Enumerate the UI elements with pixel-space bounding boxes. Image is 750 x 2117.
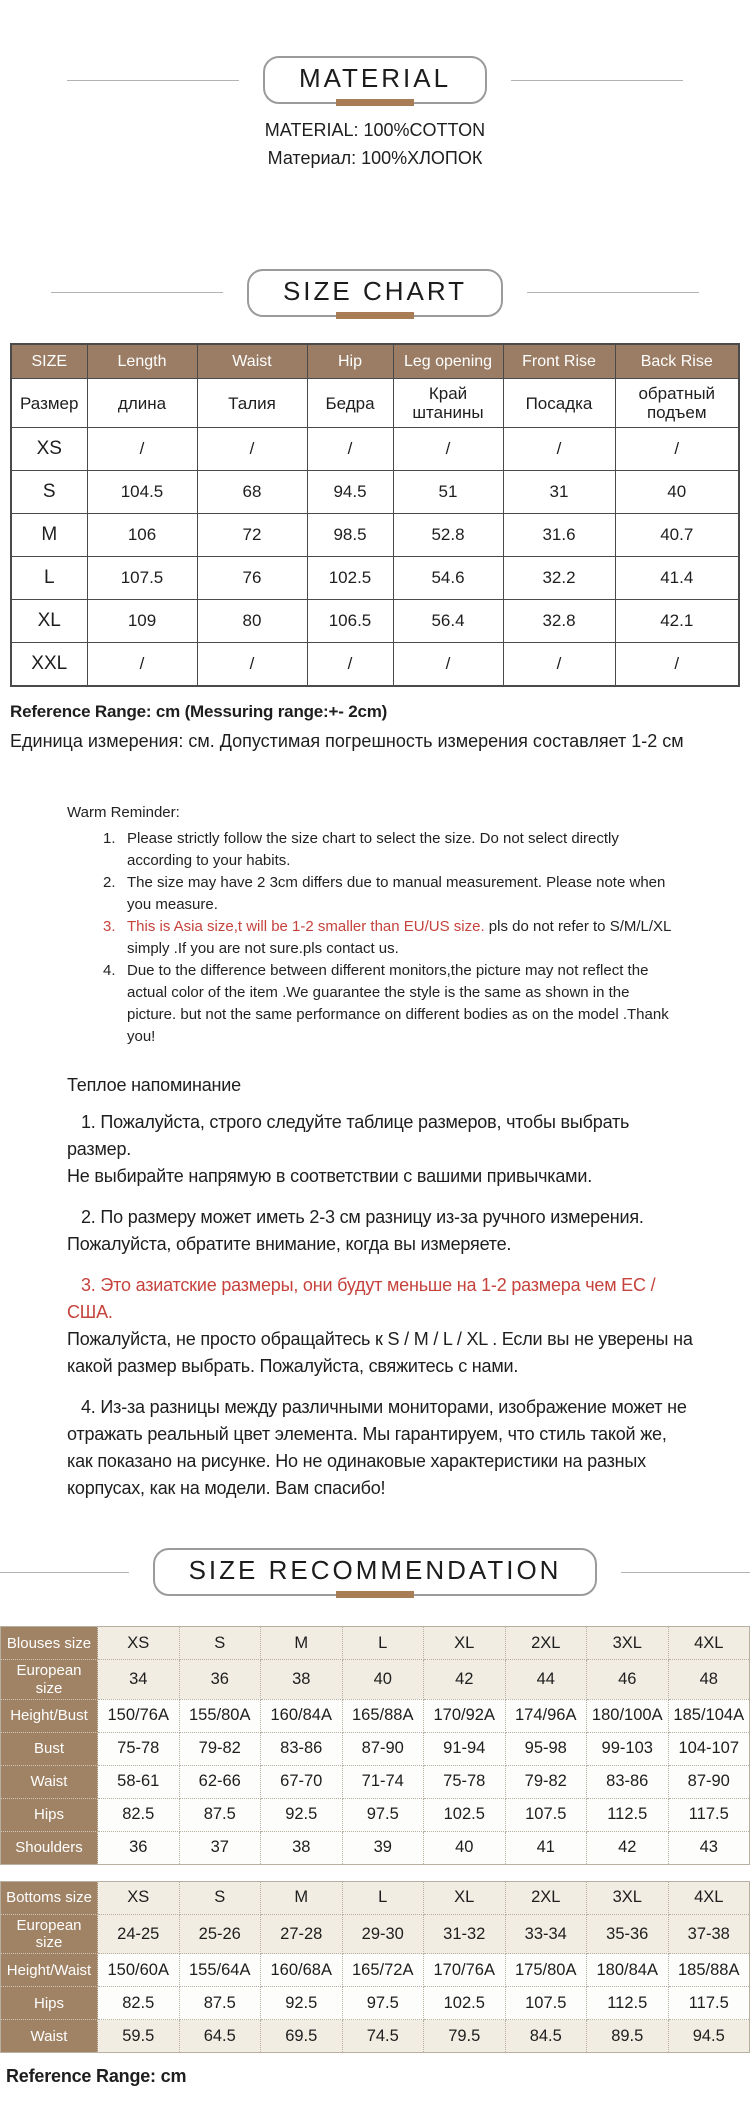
table-cell: Back Rise: [615, 344, 739, 379]
size-chart-footnote-en: Reference Range: cm (Messuring range:+- 2cm): [10, 701, 388, 721]
table-cell: обратный подъем: [615, 379, 739, 428]
warm-reminder-ru: [67, 1072, 694, 1502]
warm-reminder-en: [67, 802, 679, 1049]
item-text-red: 3. Это азиатские размеры, они будут меньше на 1-2 размера чем ЕС / США.: [67, 1275, 656, 1323]
table-cell: 97.5: [342, 1798, 424, 1831]
table-cell: 44: [505, 1660, 587, 1700]
table-cell: 107.5: [87, 557, 197, 600]
table-cell: 160/68A: [261, 1954, 343, 1987]
table-cell: 75-78: [424, 1765, 506, 1798]
table-cell: 37: [179, 1831, 261, 1864]
rec-row-waist: [1, 1765, 750, 1798]
rec-row-height-bust: [1, 1699, 750, 1732]
size-label: XL: [11, 600, 87, 643]
divider-line: [51, 292, 223, 293]
table-cell: 87.5: [179, 1798, 261, 1831]
table-cell: /: [307, 643, 393, 686]
table-cell: 92.5: [261, 1798, 343, 1831]
item-text: Не выбирайте напрямую в соответствии с вашими привычками.: [67, 1166, 593, 1187]
table-cell: 102.5: [424, 1798, 506, 1831]
table-cell: Waist: [197, 344, 307, 379]
reminder-item-2: [103, 872, 679, 916]
table-cell: 165/72A: [342, 1954, 424, 1987]
material-line-en: MATERIAL: 100%COTTON: [264, 120, 486, 140]
row-label: Hips: [1, 1987, 98, 2020]
table-cell: 170/76A: [424, 1954, 506, 1987]
size-chart-section-header: [0, 269, 750, 317]
row-label: European size: [1, 1660, 98, 1700]
item-text-rest: pls do not refer to S/M/L/XL simply .If you are not sure.pls contact us.: [127, 918, 671, 958]
table-cell: 2XL: [505, 1881, 587, 1914]
table-cell: 37-38: [668, 1914, 750, 1954]
table-cell: /: [87, 428, 197, 471]
divider-line: [621, 1572, 750, 1573]
table-cell: 180/84A: [587, 1954, 669, 1987]
rec-row-hips: [1, 1798, 750, 1831]
table-cell: 150/76A: [98, 1699, 180, 1732]
section-title: SIZE RECOMMENDATION: [188, 1555, 562, 1586]
material-section-header: [0, 56, 750, 104]
table-cell: 106.5: [307, 600, 393, 643]
table-cell: 102.5: [307, 557, 393, 600]
divider-line: [511, 80, 683, 81]
table-cell: 74.5: [342, 2020, 424, 2053]
table-cell: 92.5: [261, 1987, 343, 2020]
table-cell: L: [342, 1881, 424, 1914]
table-cell: 79-82: [179, 1732, 261, 1765]
table-cell: 82.5: [98, 1798, 180, 1831]
item-text-red: This is Asia size,t will be 1-2 smaller than EU/US size.: [127, 918, 485, 936]
table-cell: 48: [668, 1660, 750, 1700]
table-cell: 59.5: [98, 2020, 180, 2053]
table-cell: 64.5: [179, 2020, 261, 2053]
table-cell: 31: [503, 471, 615, 514]
table-cell: 79-82: [505, 1765, 587, 1798]
table-cell: /: [307, 428, 393, 471]
table-cell: 112.5: [587, 1798, 669, 1831]
row-label: Hips: [1, 1798, 98, 1831]
table-cell: 67-70: [261, 1765, 343, 1798]
row-label: European size: [1, 1914, 98, 1954]
table-cell: /: [197, 643, 307, 686]
table-cell: 89.5: [587, 2020, 669, 2053]
table-cell: 165/88A: [342, 1699, 424, 1732]
rec-row-waist: [1, 2020, 750, 2053]
table-cell: 94.5: [668, 2020, 750, 2053]
rec-row-european-size: [1, 1660, 750, 1700]
table-cell: 40: [424, 1831, 506, 1864]
rec-row-height-waist: [1, 1954, 750, 1987]
bottoms-size-table: [0, 1881, 750, 2054]
table-cell: 175/80A: [505, 1954, 587, 1987]
table-cell: 82.5: [98, 1987, 180, 2020]
table-cell: XS: [98, 1881, 180, 1914]
table-cell: 102.5: [424, 1987, 506, 2020]
warm-reminder-title: Warm Reminder:: [67, 803, 180, 821]
divider-line: [527, 292, 699, 293]
table-cell: 46: [587, 1660, 669, 1700]
table-cell: M: [261, 1881, 343, 1914]
table-cell: 155/64A: [179, 1954, 261, 1987]
item-number: 1.: [103, 829, 116, 847]
rec-row-bust: [1, 1732, 750, 1765]
table-cell: 56.4: [393, 600, 503, 643]
size-recommendation-section-header: [0, 1548, 750, 1596]
divider-line: [67, 80, 239, 81]
blouses-size-table: [0, 1626, 750, 1865]
table-cell: 40: [342, 1660, 424, 1700]
table-cell: 39: [342, 1831, 424, 1864]
reminder-item-1: [103, 828, 679, 872]
size-label: S: [11, 471, 87, 514]
size-label: XXL: [11, 643, 87, 686]
ru-reminder-item-3: [67, 1272, 694, 1380]
table-cell: Length: [87, 344, 197, 379]
row-label: Shoulders: [1, 1831, 98, 1864]
title-underline-bar: [336, 312, 414, 319]
material-title-box: [263, 56, 487, 104]
table-cell: 54.6: [393, 557, 503, 600]
table-cell: 42: [424, 1660, 506, 1700]
table-cell: M: [261, 1627, 343, 1660]
table-cell: 35-36: [587, 1914, 669, 1954]
table-cell: 174/96A: [505, 1699, 587, 1732]
size-chart-title-box: [247, 269, 503, 317]
table-cell: /: [393, 428, 503, 471]
table-cell: 31-32: [424, 1914, 506, 1954]
size-chart-header-en: [11, 344, 739, 379]
section-title: MATERIAL: [298, 63, 452, 93]
size-chart-header-ru: [11, 379, 739, 428]
table-cell: 4XL: [668, 1627, 750, 1660]
table-cell: 99-103: [587, 1732, 669, 1765]
table-cell: XL: [424, 1881, 506, 1914]
item-text: Пожалуйста, не просто обращайтесь к S / M / L / XL . Если вы не уверены на какой размер выбрать. Пожалуйста, свяжитесь с нами.: [67, 1329, 693, 1377]
table-cell: 69.5: [261, 2020, 343, 2053]
item-number: 2.: [103, 873, 116, 891]
table-cell: 40: [615, 471, 739, 514]
size-chart-row-l: [11, 557, 739, 600]
table-cell: 94.5: [307, 471, 393, 514]
table-cell: 42: [587, 1831, 669, 1864]
table-cell: 160/84A: [261, 1699, 343, 1732]
row-label: Waist: [1, 2020, 98, 2053]
size-label: M: [11, 514, 87, 557]
title-underline-bar: [336, 1591, 414, 1598]
table-cell: 3XL: [587, 1627, 669, 1660]
table-cell: 32.8: [503, 600, 615, 643]
table-cell: 36: [98, 1831, 180, 1864]
table-cell: /: [503, 643, 615, 686]
table-cell: S: [179, 1881, 261, 1914]
row-label: Height/Bust: [1, 1699, 98, 1732]
size-chart-row-xxl: [11, 643, 739, 686]
table-cell: 29-30: [342, 1914, 424, 1954]
table-cell: 32.2: [503, 557, 615, 600]
table-cell: 83-86: [587, 1765, 669, 1798]
row-label: Bust: [1, 1732, 98, 1765]
divider-line: [0, 1572, 129, 1573]
table-cell: Талия: [197, 379, 307, 428]
item-text: 1. Пожалуйста, строго следуйте таблице размеров, чтобы выбрать размер.: [67, 1112, 630, 1160]
table-cell: 97.5: [342, 1987, 424, 2020]
table-cell: Размер: [11, 379, 87, 428]
item-text: Please strictly follow the size chart to select the size. Do not select directly according to your habits.: [127, 829, 619, 869]
table-cell: 3XL: [587, 1881, 669, 1914]
table-cell: Посадка: [503, 379, 615, 428]
bottom-footnote: Reference Range: cm: [6, 2066, 187, 2087]
reminder-item-4: [103, 960, 679, 1048]
table-cell: 87-90: [668, 1765, 750, 1798]
table-cell: 38: [261, 1660, 343, 1700]
table-cell: Hip: [307, 344, 393, 379]
item-text: The size may have 2 3cm differs due to manual measurement. Please note when you measure.: [127, 873, 666, 913]
row-label: Height/Waist: [1, 1954, 98, 1987]
table-cell: S: [179, 1627, 261, 1660]
table-cell: 75-78: [98, 1732, 180, 1765]
table-cell: 43: [668, 1831, 750, 1864]
item-text: 2. По размеру может иметь 2-3 см разницу из-за ручного измерения. Пожалуйста, обратите внимание, когда вы измеряете.: [67, 1207, 644, 1255]
ru-reminder-item-2: [67, 1204, 694, 1258]
size-chart-row-xl: [11, 600, 739, 643]
table-cell: 117.5: [668, 1798, 750, 1831]
table-cell: 2XL: [505, 1627, 587, 1660]
size-label: XS: [11, 428, 87, 471]
table-cell: 180/100A: [587, 1699, 669, 1732]
table-cell: 98.5: [307, 514, 393, 557]
size-chart-row-xs: [11, 428, 739, 471]
table-cell: 91-94: [424, 1732, 506, 1765]
table-cell: 117.5: [668, 1987, 750, 2020]
table-cell: 109: [87, 600, 197, 643]
table-cell: 41.4: [615, 557, 739, 600]
table-cell: 112.5: [587, 1987, 669, 2020]
ru-reminder-item-1: [67, 1109, 694, 1190]
table-cell: 107.5: [505, 1987, 587, 2020]
table-cell: 80: [197, 600, 307, 643]
table-cell: 71-74: [342, 1765, 424, 1798]
table-cell: 185/88A: [668, 1954, 750, 1987]
table-cell: 95-98: [505, 1732, 587, 1765]
table-cell: 87.5: [179, 1987, 261, 2020]
table-cell: /: [197, 428, 307, 471]
rec-row-european-size: [1, 1914, 750, 1954]
item-text: 4. Из-за разницы между различными мониторами, изображение может не отражать реальный цвет элемента. Мы гарантируем, что стиль такой же, как показано на рисунке. Но не одинаковые характеристики на разных корпусах, как на модели. Вам спасибо!: [67, 1397, 687, 1499]
size-chart-footnote-ru: Единица измерения: см. Допустимая погрешность измерения составляет 1-2 см: [10, 730, 684, 751]
table-cell: 4XL: [668, 1881, 750, 1914]
table-cell: 34: [98, 1660, 180, 1700]
table-cell: 52.8: [393, 514, 503, 557]
row-label: Waist: [1, 1765, 98, 1798]
table-cell: /: [87, 643, 197, 686]
size-chart-table: [10, 343, 740, 687]
table-cell: 104.5: [87, 471, 197, 514]
table-cell: Край штанины: [393, 379, 503, 428]
table-cell: 84.5: [505, 2020, 587, 2053]
size-chart-row-s: [11, 471, 739, 514]
table-cell: 58-61: [98, 1765, 180, 1798]
ru-reminder-title: Теплое напоминание: [67, 1075, 241, 1096]
table-cell: 62-66: [179, 1765, 261, 1798]
ru-reminder-item-4: [67, 1394, 694, 1502]
table-cell: 33-34: [505, 1914, 587, 1954]
row-label: Blouses size: [1, 1627, 98, 1660]
table-cell: /: [615, 428, 739, 471]
item-number: 4.: [103, 962, 116, 980]
table-cell: /: [393, 643, 503, 686]
table-cell: 170/92A: [424, 1699, 506, 1732]
rec-row-bottoms-size: [1, 1881, 750, 1914]
table-cell: 106: [87, 514, 197, 557]
row-label: Bottoms size: [1, 1881, 98, 1914]
table-cell: XS: [98, 1627, 180, 1660]
table-cell: 24-25: [98, 1914, 180, 1954]
table-cell: 68: [197, 471, 307, 514]
table-cell: Front Rise: [503, 344, 615, 379]
table-cell: 104-107: [668, 1732, 750, 1765]
table-cell: 155/80A: [179, 1699, 261, 1732]
table-cell: 79.5: [424, 2020, 506, 2053]
size-label: L: [11, 557, 87, 600]
table-cell: 36: [179, 1660, 261, 1700]
table-cell: 87-90: [342, 1732, 424, 1765]
table-cell: Leg opening: [393, 344, 503, 379]
warm-reminder-list: [103, 828, 679, 1048]
rec-row-shoulders: [1, 1831, 750, 1864]
table-cell: 83-86: [261, 1732, 343, 1765]
table-cell: 41: [505, 1831, 587, 1864]
material-text: [0, 117, 750, 173]
material-line-ru: Материал: 100%ХЛОПОК: [267, 147, 483, 168]
table-cell: 25-26: [179, 1914, 261, 1954]
table-cell: 107.5: [505, 1798, 587, 1831]
size-chart-row-m: [11, 514, 739, 557]
size-recommendation-title-box: [153, 1548, 598, 1596]
table-cell: 27-28: [261, 1914, 343, 1954]
table-cell: 31.6: [503, 514, 615, 557]
table-cell: 150/60A: [98, 1954, 180, 1987]
item-number: 3.: [103, 918, 116, 936]
table-cell: SIZE: [11, 344, 87, 379]
table-cell: 40.7: [615, 514, 739, 557]
rec-row-blouses-size: [1, 1627, 750, 1660]
table-cell: Бедра: [307, 379, 393, 428]
table-cell: 76: [197, 557, 307, 600]
table-cell: 38: [261, 1831, 343, 1864]
rec-row-hips: [1, 1987, 750, 2020]
item-text: [127, 916, 679, 960]
table-cell: /: [503, 428, 615, 471]
table-cell: /: [615, 643, 739, 686]
table-cell: 42.1: [615, 600, 739, 643]
section-title: SIZE CHART: [282, 275, 468, 306]
table-cell: 185/104A: [668, 1699, 750, 1732]
table-cell: длина: [87, 379, 197, 428]
item-text: Due to the difference between different monitors,the picture may not reflect the actual color of the item .We guarantee the style is the same as shown in the picture. but not the same performance on different bodies as on the model .Thank you!: [127, 962, 669, 1046]
table-cell: 51: [393, 471, 503, 514]
table-cell: L: [342, 1627, 424, 1660]
reminder-item-3: [103, 916, 679, 960]
table-cell: XL: [424, 1627, 506, 1660]
title-underline-bar: [336, 99, 414, 106]
table-cell: 72: [197, 514, 307, 557]
